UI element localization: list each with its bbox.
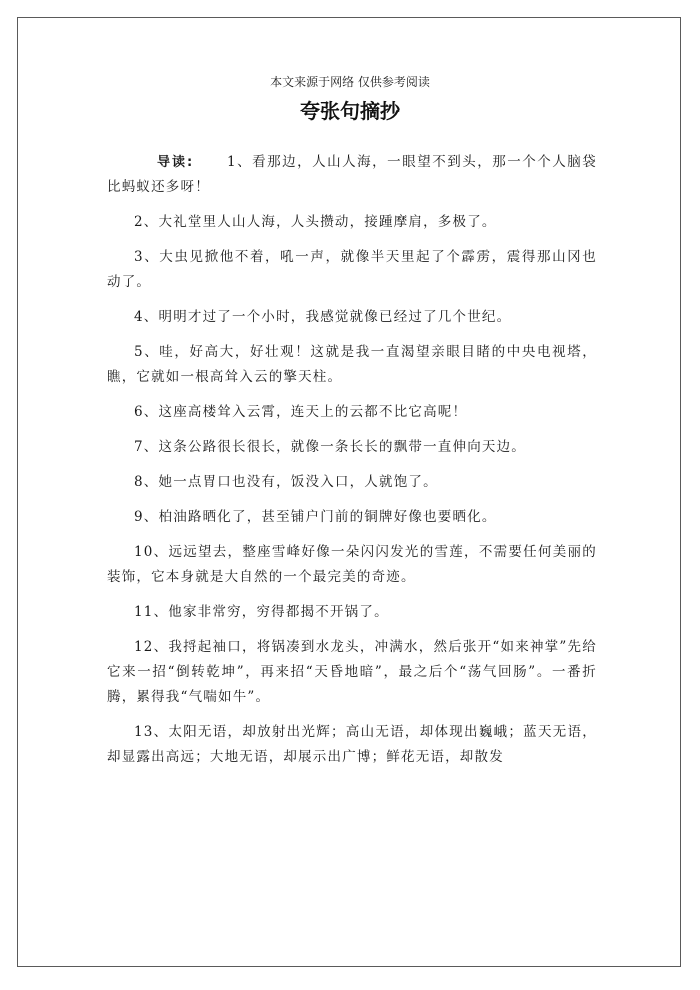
paragraph-2: 2、大礼堂里人山人海，人头攒动，接踵摩肩，多极了。 xyxy=(134,214,497,230)
document-title: 夸张句摘抄 xyxy=(300,99,400,123)
paragraph-3: 3、大虫见掀他不着，吼一声，就像半天里起了个霹雳，震得那山冈也动了。 xyxy=(107,249,597,290)
paragraph-8: 8、她一点胃口也没有，饭没入口，人就饱了。 xyxy=(134,474,438,490)
paragraph-5: 5、哇，好高大，好壮观！这就是我一直渴望亲眼目睹的中央电视塔，瞧，它就如一根高耸入云的擎天柱。 xyxy=(107,344,597,385)
paragraph-12: 12、我捋起袖口，将锅凑到水龙头，冲满水，然后张开“如来神掌”先给它来一招“倒转乾坤”，再来招“天昏地暗”，最之后个“荡气回肠”。一番折腾，累得我“气喘如牛”。 xyxy=(107,639,597,705)
paragraph-13: 13、太阳无语，却放射出光辉；高山无语，却体现出巍峨；蓝天无语，却显露出高远；大地无语，却展示出广博；鲜花无语，却散发 xyxy=(107,724,597,765)
paragraph-text: 1、看那边，人山人海，一眼望不到头，那一个个人脑袋比蚂蚁还多呀！ xyxy=(107,154,597,195)
paragraph-11: 11、他家非常穷，穷得都揭不开锅了。 xyxy=(134,604,389,620)
paragraph-10: 10、远远望去，整座雪峰好像一朵闪闪发光的雪莲，不需要任何美丽的装饰，它本身就是大自然的一个最完美的奇迹。 xyxy=(107,544,597,585)
paragraph-1 xyxy=(107,150,597,200)
intro-label: 导读: xyxy=(157,155,195,170)
source-note: 本文来源于网络 仅供参考阅读 xyxy=(270,75,430,89)
paragraph-7: 7、这条公路很长很长，就像一条长长的飘带一直伸向天边。 xyxy=(134,439,526,455)
document-body xyxy=(107,150,597,780)
paragraph-4: 4、明明才过了一个小时，我感觉就像已经过了几个世纪。 xyxy=(134,309,512,325)
paragraph-9: 9、柏油路晒化了，甚至铺户门前的铜牌好像也要晒化。 xyxy=(134,509,497,525)
paragraph-6: 6、这座高楼耸入云霄，连天上的云都不比它高呢！ xyxy=(134,404,468,420)
